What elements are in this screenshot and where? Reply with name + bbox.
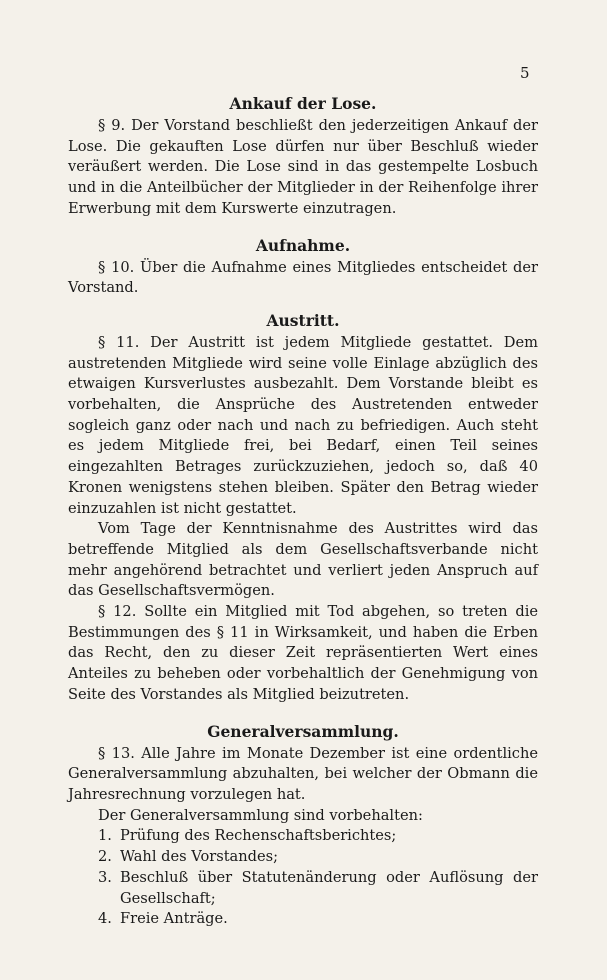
list-item-text: Beschluß über Statutenänderung oder Auflösung der Gesellschaft; (120, 868, 538, 907)
list-item-number: 1. (98, 827, 112, 845)
list-item-number: 4. (98, 910, 112, 928)
list-item-text: Freie Anträge. (120, 910, 228, 928)
list-item (98, 847, 538, 868)
reserved-items-list (68, 826, 538, 930)
paragraph-13-intro: Der Generalversammlung sind vorbehalten: (98, 806, 423, 824)
paragraph-13: § 13. Alle Jahre im Monate Dezember ist eine ordentliche Generalversammlung abzuhalten, bei welcher der Obmann die Jahresrechnung vorzulegen hat. (68, 744, 538, 803)
list-item (98, 868, 538, 909)
list-item-number: 2. (98, 848, 112, 866)
paragraph-11-cont: Vom Tage der Kenntnisnahme des Austrittes wird das betreffende Mitglied als dem Gesellschaftsverbande nicht mehr angehörend betrachtet und verliert jeden Anspruch auf das Gesellschaftsvermögen. (68, 520, 538, 600)
list-item-text: Wahl des Vorstandes; (120, 848, 279, 866)
section-heading-austritt: Austritt. (266, 310, 340, 330)
section-heading-ankauf: Ankauf der Lose. (229, 94, 377, 113)
paragraph-9: § 9. Der Vorstand beschließt den jederzeitigen Ankauf der Lose. Die gekauften Lose dürfen nur über Beschluß wieder veräußert werden. Die Lose sind in das gestempelte Losbuch und in die Anteilbücher der Mitglieder in der Reihenfolge ihrer Erwerbung mit dem Kurswerte einzutragen. (68, 117, 538, 217)
section-heading-aufnahme: Aufnahme. (255, 235, 351, 255)
page-body (68, 92, 538, 930)
list-item (98, 826, 538, 847)
paragraph-12: § 12. Sollte ein Mitglied mit Tod abgehen, so treten die Bestimmungen des § 11 in Wirksamkeit, und haben die Erben das Recht, den zu dieser Zeit repräsentierten Wert eines Anteiles zu beheben oder vorbehaltlich der Genehmigung von Seite des Vorstandes als Mitglied beizutreten. (68, 603, 538, 703)
paragraph-11: § 11. Der Austritt ist jedem Mitgliede gestattet. Dem austretenden Mitgliede wird seine volle Einlage abzüglich des etwaigen Kursverlustes ausbezahlt. Dem Vorstande bleibt es vorbehalten, die Ansprüche des Austretenden entweder sogleich ganz oder nach und nach zu befriedigen. Auch steht es jedem Mitgliede frei, bei Bedarf, einen Teil seines eingezahlten Betrages zurückzuziehen, jedoch so, daß 40 Kronen wenigstens stehen bleiben. Später den Betrag wieder einzuzahlen ist nicht gestattet. (68, 333, 538, 517)
list-item (98, 909, 538, 930)
paragraph-10: § 10. Über die Aufnahme eines Mitgliedes entscheidet der Vorstand. (68, 258, 538, 297)
list-item-text: Prüfung des Rechenschaftsberichtes; (120, 827, 397, 845)
page-number: 5 (520, 64, 530, 82)
list-item-number: 3. (98, 868, 112, 886)
section-heading-generalversammlung: Generalversammlung. (207, 721, 399, 741)
